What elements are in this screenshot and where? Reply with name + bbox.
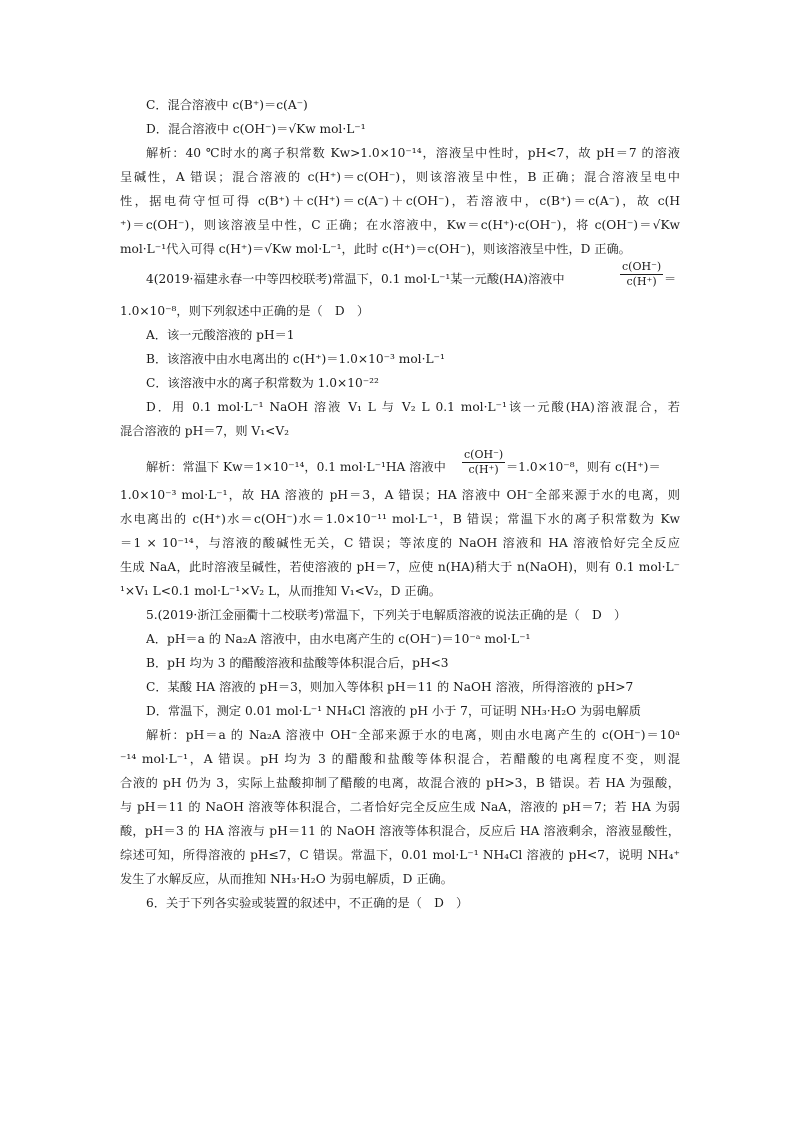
option-d: D．常温下，测定 0.01 mol·L⁻¹ NH₄Cl 溶液的 pH 小于 7，可证明 NH₃·H₂O 为弱电解质 — [146, 704, 641, 718]
analysis-line: ＝1.0×10⁻⁸，则有 c(H⁺)＝ — [506, 460, 661, 474]
option-d: D．用 0.1 mol·L⁻¹ NaOH 溶液 V₁ L 与 V₂ L 0.1 mol·L⁻¹该一元酸(HA)溶液混合，若 — [146, 400, 680, 414]
analysis-line: ⁻¹⁴ mol·L⁻¹，A 错误。pH 均为 3 的醋酸和盐酸等体积混合，若醋酸的电离程度不变，则混 — [120, 752, 680, 766]
option-a: A．pH＝a 的 Na₂A 溶液中，由水电离产生的 c(OH⁻)＝10⁻ᵃ mol·L⁻¹ — [146, 632, 531, 646]
analysis-line: ＝1 × 10⁻¹⁴，与溶液的酸碱性无关，C 错误；等浓度的 NaOH 溶液和 HA 溶液恰好完全反应 — [120, 536, 680, 550]
equals-sign: ＝ — [664, 272, 677, 286]
analysis-line: 解析：常温下 Kw＝1×10⁻¹⁴，0.1 mol·L⁻¹HA 溶液中 — [146, 460, 446, 474]
option-d: D．混合溶液中 c(OH⁻)＝√Kw mol·L⁻¹ — [146, 122, 366, 136]
analysis-line: ⁺)＝c(OH⁻)，则该溶液呈中性，C 正确；在水溶液中，Kw＝c(H⁺)·c(OH⁻)，将 c(OH⁻)＝√Kw — [120, 218, 680, 232]
analysis-line: 水电离出的 c(H⁺)水＝c(OH⁻)水＝1.0×10⁻¹¹ mol·L⁻¹，B 错误；常温下水的离子积常数为 Kw — [120, 512, 680, 526]
analysis-line: 生成 NaA，此时溶液呈碱性，若使溶液的 pH＝7，应使 n(HA)稍大于 n(NaOH)，则有 0.1 mol·L⁻ — [120, 560, 680, 574]
option-d-line: 混合溶液的 pH＝7，则 V₁<V₂ — [120, 424, 290, 438]
question-4: 4(2019·福建永春一中等四校联考)常温下，0.1 mol·L⁻¹某一元酸(HA)溶液中 — [146, 272, 565, 286]
fraction-denominator: c(H⁺) — [626, 275, 657, 288]
option-c: C．混合溶液中 c(B⁺)＝c(A⁻) — [146, 98, 308, 112]
analysis-line: mol·L⁻¹代入可得 c(H⁺)＝√Kw mol·L⁻¹，此时 c(H⁺)＝c(OH⁻)，则该溶液呈中性，D 正确。 — [120, 242, 631, 256]
analysis-line: 酸，pH＝3 的 HA 溶液与 pH＝11 的 NaOH 溶液等体积混合，反应后 HA 溶液剩余，溶液显酸性， — [120, 824, 680, 838]
option-c: C．某酸 HA 溶液的 pH＝3，则加入等体积 pH＝11 的 NaOH 溶液，所得溶液的 pH>7 — [146, 680, 634, 694]
analysis-line: ¹×V₁ L<0.1 mol·L⁻¹×V₂ L，从而推知 V₁<V₂，D 正确。 — [120, 584, 441, 598]
option-a: A．该一元酸溶液的 pH＝1 — [146, 328, 295, 342]
analysis-line: 呈碱性，A 错误；混合溶液的 c(H⁺)＝c(OH⁻)，则该溶液呈中性，B 正确；混合溶液呈电中 — [120, 170, 680, 184]
fraction-oh-over-h — [620, 260, 663, 289]
analysis-line: 1.0×10⁻³ mol·L⁻¹，故 HA 溶液的 pH＝3，A 错误；HA 溶液中 OH⁻全部来源于水的电离，则 — [120, 488, 680, 502]
analysis-line: 解析：40 ℃时水的离子积常数 Kw>1.0×10⁻¹⁴，溶液呈中性时，pH<7，故 pH＝7 的溶液 — [146, 146, 680, 160]
analysis-line: 综述可知，所得溶液的 pH≤7，C 错误。常温下，0.01 mol·L⁻¹ NH₄Cl 溶液的 pH<7，说明 NH₄⁺ — [120, 848, 680, 862]
fraction-numerator: c(OH⁻) — [622, 260, 662, 273]
analysis-line: 解析：pH＝a 的 Na₂A 溶液中 OH⁻全部来源于水的电离，则由水电离产生的 c(OH⁻)＝10ᵃ — [146, 728, 680, 742]
fraction-numerator: c(OH⁻) — [464, 448, 504, 461]
question-4-line: 1.0×10⁻⁸，则下列叙述中正确的是（ D ） — [120, 304, 370, 318]
question-5: 5.(2019·浙江金丽衢十二校联考)常温下，下列关于电解质溶液的说法正确的是（ D ） — [146, 608, 627, 622]
analysis-line: 性，据电荷守恒可得 c(B⁺)＋c(H⁺)＝c(A⁻)＋c(OH⁻)，若溶液中，c(B⁺)＝c(A⁻)，故 c(H — [120, 194, 680, 208]
fraction-denominator: c(H⁺) — [468, 463, 499, 476]
question-6: 6．关于下列各实验或装置的叙述中，不正确的是（ D ） — [146, 896, 469, 910]
option-c: C．该溶液中水的离子积常数为 1.0×10⁻²² — [146, 376, 379, 390]
analysis-line: 与 pH＝11 的 NaOH 溶液等体积混合，二者恰好完全反应生成 NaA，溶液的 pH＝7；若 HA 为弱 — [120, 800, 680, 814]
analysis-line: 合液的 pH 仍为 3，实际上盐酸抑制了醋酸的电离，故混合液的 pH>3，B 错误。若 HA 为强酸， — [120, 776, 680, 790]
fraction-oh-over-h — [462, 448, 505, 477]
analysis-line: 发生了水解反应，从而推知 NH₃·H₂O 为弱电解质，D 正确。 — [120, 872, 453, 886]
option-b: B．该溶液中由水电离出的 c(H⁺)＝1.0×10⁻³ mol·L⁻¹ — [146, 352, 445, 366]
option-b: B．pH 均为 3 的醋酸溶液和盐酸等体积混合后，pH<3 — [146, 656, 449, 670]
